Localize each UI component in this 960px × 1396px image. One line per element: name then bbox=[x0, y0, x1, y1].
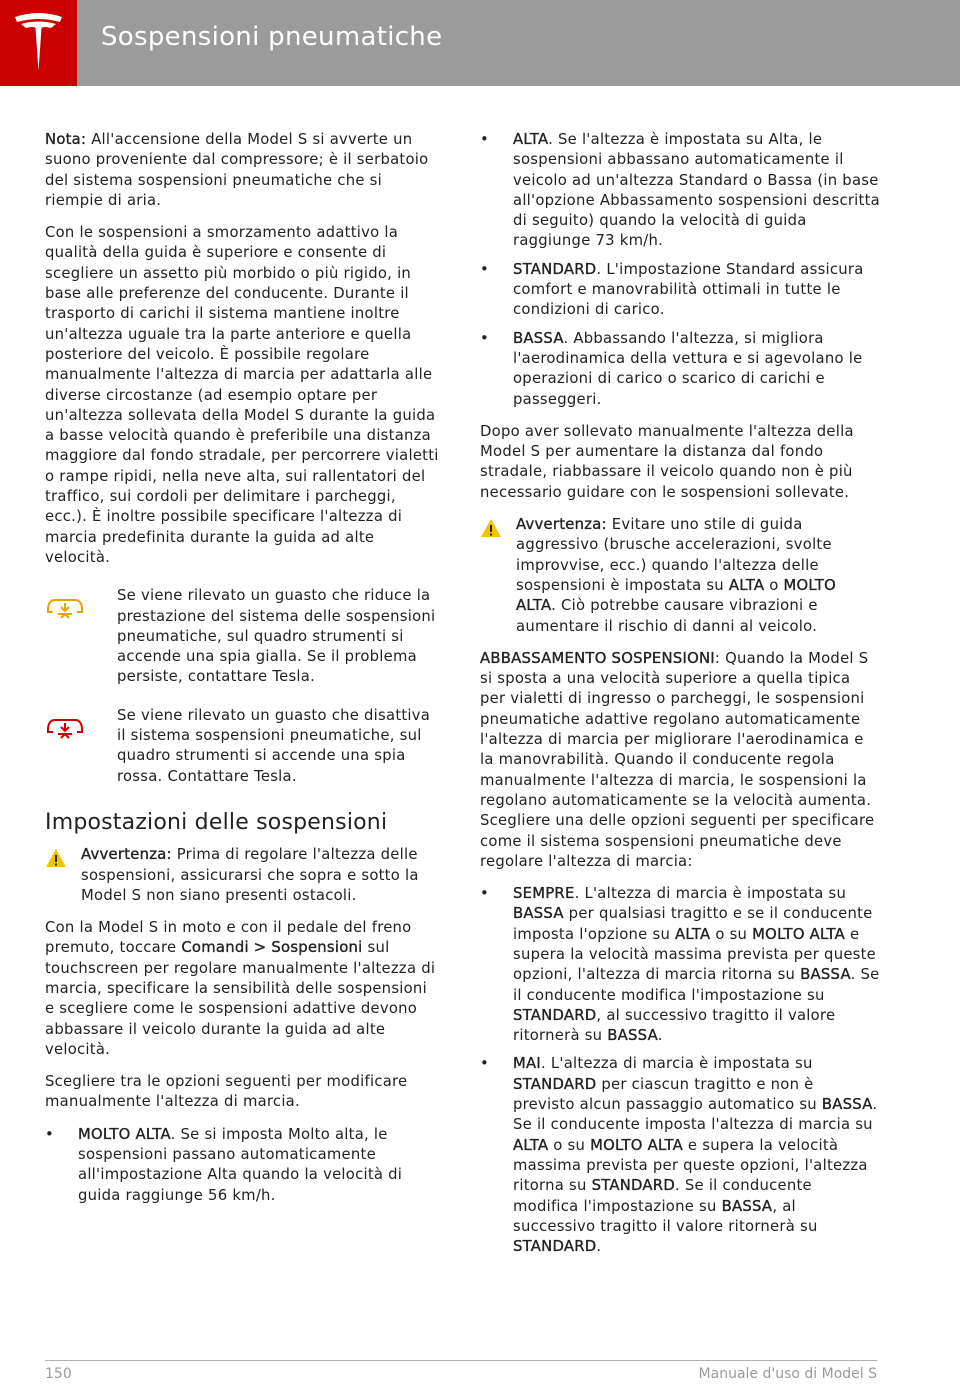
tesla-logo-icon bbox=[13, 11, 64, 73]
warning-label: Avvertenza: bbox=[81, 846, 172, 864]
tesla-logo bbox=[0, 0, 77, 86]
lowering-paragraph: ABBASSAMENTO SOSPENSIONI: Quando la Model S si sposta a una velocità superiore a quella tipica per vialetti di ingresso o parcheggi, le sospensioni pneumatiche adattive regolano automaticamente l'altezza di marcia per migliorare l'aerodinamica e la manovrabilità. Quando il conducente regola manualmente l'altezza di marcia, le sospensioni la regolano automaticamente se la velocità aumenta. Scegliere una delle opzioni seguenti per specificare come il sistema sospensioni pneumatiche deve regolare l'altezza di marcia: bbox=[480, 649, 875, 870]
warning-block: Avvertenza: Evitare uno stile di guida aggressivo (brusche accelerazioni, svolte improvvise, ecc.) quando l'altezza delle sospensioni è impostata su ALTA o MOLTO ALTA. Ciò potrebbe causare vibrazioni e aumentare il rischio di danni al veicolo. bbox=[480, 515, 880, 637]
options-intro-paragraph: Scegliere tra le opzioni seguenti per modificare manualmente l'altezza di marcia. bbox=[45, 1073, 408, 1111]
page-title: Sospensioni pneumatiche bbox=[101, 22, 443, 52]
warning-block bbox=[45, 845, 441, 906]
list-item: • SEMPRE. L'altezza di marcia è impostata su BASSA per qualsiasi tragitto e se il conducente imposta l'opzione su ALTA o su MOLTO ALTA e supera la velocità massima prevista per queste opzioni, l'altezza di marcia ritorna su BASSA. Se il conducente modifica l'impostazione su STANDARD, al successivo tragitto il valore ritornerà su BASSA. bbox=[480, 884, 880, 1046]
height-options-list bbox=[45, 1125, 441, 1206]
warning-triangle-icon bbox=[45, 848, 67, 868]
comandi-keyword: Comandi bbox=[181, 939, 249, 957]
list-item: • BASSA. Abbassando l'altezza, si migliora l'aerodinamica della vettura e si agevolano le operazioni di carico o scarico di carichi e passeggeri. bbox=[480, 329, 880, 410]
lowering-options-list bbox=[480, 884, 880, 1257]
red-indicator-block bbox=[45, 706, 441, 787]
yellow-suspension-warning-icon bbox=[45, 594, 85, 626]
left-column bbox=[45, 130, 441, 1218]
after-raise-paragraph: Dopo aver sollevato manualmente l'altezza della Model S per aumentare la distanza dal fondo stradale, riabbassare il veicolo quando non è più necessario guidare con le sospensioni sollevate. bbox=[480, 422, 854, 501]
page-header bbox=[0, 0, 960, 86]
list-item: • MAI. L'altezza di marcia è impostata su STANDARD per ciascun tragitto e non è previsto alcun passaggio automatico su BASSA. Se il conducente imposta l'altezza di marcia su ALTA o su MOLTO ALTA e supera la velocità massima prevista per queste opzioni, l'altezza ritorna su STANDARD. Se il conducente modifica l'impostazione su BASSA, al successivo tragitto il valore ritornerà su STANDARD. bbox=[480, 1054, 880, 1257]
intro-paragraph: Con le sospensioni a smorzamento adattivo la qualità della guida è superiore e consente di scegliere un assetto più morbido o più rigido, in base alle preferenze del conducente. Durante il trasporto di carichi il sistema mantiene inoltre un'altezza uguale tra la parte anteriore e quella posteriore del veicolo. È possibile regolare manualmente l'altezza di marcia per adattarla alle diverse circostanze (ad esempio optare per un'altezza sollevata della Model S durante la guida a basse velocità quando è preferibile una distanza maggiore dal fondo stradale, per percorrere vialetti o rampe ripidi, nella neve alta, sui rallentatori del traffico, sui cordoli per delimitare i parcheggi, ecc.). È inoltre possibile specificare l'altezza di marcia predefinita durante la guida ad alte velocità. bbox=[45, 224, 439, 566]
right-column bbox=[480, 130, 880, 1269]
yellow-indicator-block bbox=[45, 586, 441, 687]
footer-divider bbox=[45, 1360, 877, 1361]
note-label: Nota: bbox=[45, 131, 87, 148]
note-paragraph bbox=[45, 130, 441, 211]
red-suspension-fault-icon bbox=[45, 714, 85, 746]
yellow-indicator-text: Se viene rilevato un guasto che riduce la prestazione del sistema delle sospensioni pneumatiche, sul quadro strumenti si accende una spia gialla. Se il problema persiste, contattare Tesla. bbox=[117, 587, 436, 686]
page-number: 150 bbox=[45, 1366, 72, 1382]
sospensioni-keyword: Sospensioni bbox=[271, 939, 363, 957]
red-indicator-text: Se viene rilevato un guasto che disattiva il sistema sospensioni pneumatiche, sul quadro strumenti si accende una spia rossa. Contattare Tesla. bbox=[117, 706, 431, 785]
list-item: • ALTA. Se l'altezza è impostata su Alta, le sospensioni abbassano automaticamente il veicolo ad un'altezza Standard o Bassa (in base all'opzione Abbassamento sospensioni descritta di seguito) quando la velocità di guida raggiunge 73 km/h. bbox=[480, 130, 880, 252]
warning-triangle-icon bbox=[480, 518, 502, 538]
note-text: All'accensione della Model S si avverte un suono proveniente dal compressore; è il serbatoio del sistema sospensioni pneumatiche che si riempie di aria. bbox=[45, 131, 429, 209]
list-item: • STANDARD. L'impostazione Standard assicura comfort e manovrabilità ottimali in tutte le condizioni di carico. bbox=[480, 260, 880, 321]
manual-title: Manuale d'uso di Model S bbox=[698, 1366, 877, 1382]
height-options-list-continued bbox=[480, 130, 880, 410]
section-heading: Impostazioni delle sospensioni bbox=[45, 809, 388, 835]
controls-paragraph: Con la Model S in moto e con il pedale del freno premuto, toccare Comandi > Sospensioni sul touchscreen per regolare manualmente l'altezza di marcia, specificare la sensibilità delle sospensioni e scegliere come le sospensioni adattive devono abbassare il veicolo durante la guida ad alte velocità. bbox=[45, 919, 436, 1058]
list-item: • MOLTO ALTA. Se si imposta Molto alta, le sospensioni passano automaticamente all'impostazione Alta quando la velocità di guida raggiunge 56 km/h. bbox=[45, 1125, 441, 1206]
warning-text: Prima di regolare l'altezza delle sospensioni, assicurarsi che sopra e sotto la Model S non siano presenti ostacoli. bbox=[81, 846, 419, 904]
